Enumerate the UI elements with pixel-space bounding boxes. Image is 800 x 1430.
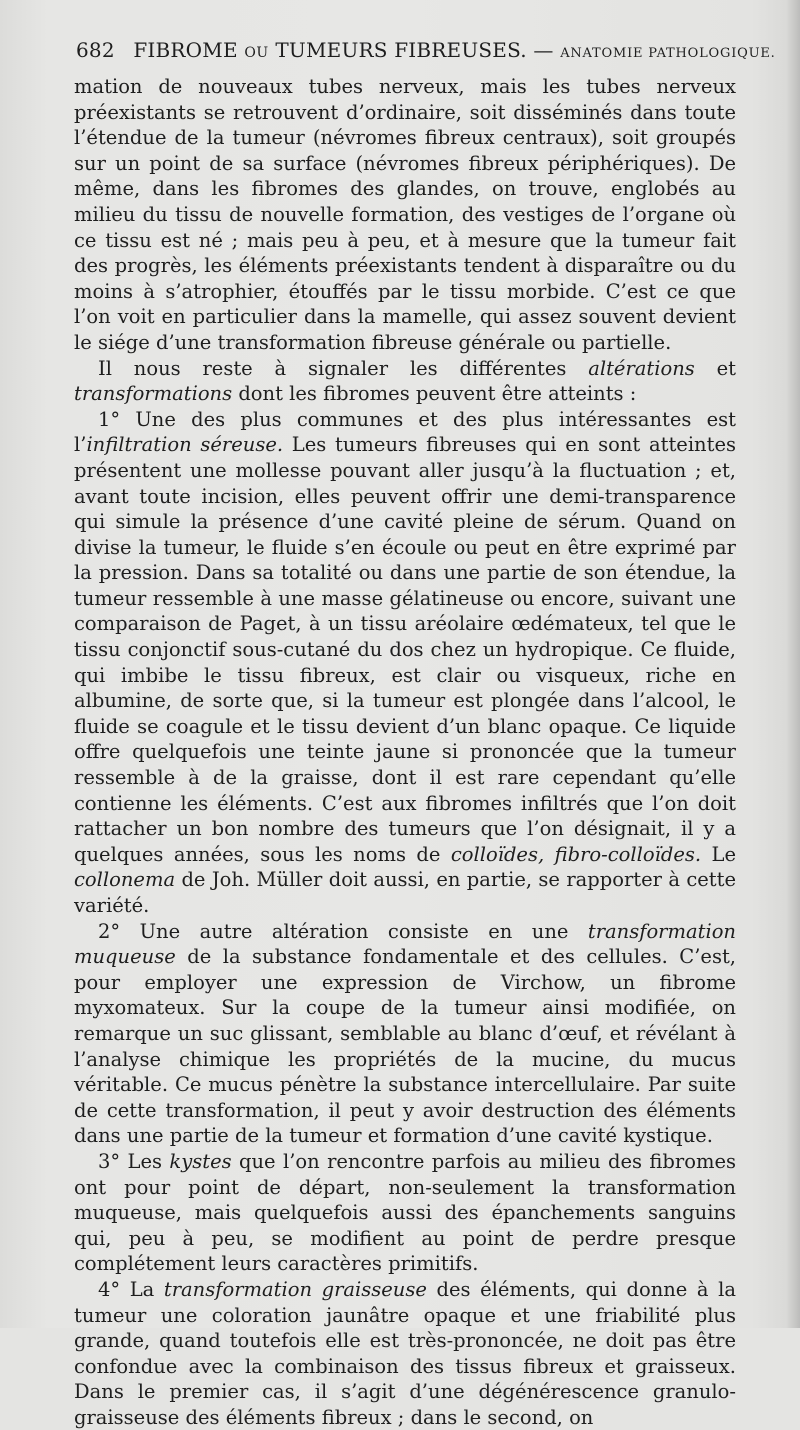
paragraph-p6 — [74, 1277, 736, 1430]
italic-term: transformation muqueuse — [74, 919, 736, 969]
text-run: 1° Une des plus communes et des plus intéressantes est l’ — [74, 407, 736, 457]
header-dash: — — [533, 38, 554, 62]
text-run: des éléments, qui donne à la tumeur une coloration jaunâtre opaque et une friabilité plus grande, quand toutefois elle est très-prononcée, ne doit pas être confondue avec la combinaison des tissus fibreux et graisseux. Dans le premier cas, il s’agit d’une dégénérescence granulo-graisseuse des éléments fibreux ; dans le second, on — [74, 1277, 736, 1429]
text-run: dont les fibromes peuvent être atteints : — [232, 382, 637, 406]
paragraph-p5 — [74, 1149, 736, 1277]
running-header — [76, 38, 776, 68]
text-run: et — [694, 356, 737, 380]
paragraph-p3 — [74, 407, 736, 919]
body-text — [74, 74, 736, 1430]
paragraph-p4 — [74, 919, 736, 1149]
text-run: Le — [701, 842, 736, 866]
text-run: mation de nouveaux tubes nerveux, mais les tubes nerveux préexistants se retrouvent d’ordinaire, soit disséminés dans toute l’étendue de la tumeur (névromes fibreux centraux), soit groupés sur un point de sa surface (névromes fibreux périphériques). De même, dans les fibromes des glandes, on trouve, englobés au milieu du tissu de nouvelle formation, des vestiges de l’organe où ce tissu est né ; mais peu à peu, et à mesure que la tumeur fait des progrès, les éléments préexistants tendent à disparaître ou du moins à s’atrophier, étouffés par le tissu morbide. C’est ce que l’on voit en particulier dans la mamelle, qui assez souvent devient le siége d’une transformation fibreuse générale ou partielle. — [74, 75, 736, 354]
text-run: 3° Les — [98, 1149, 170, 1173]
italic-term: infiltration séreuse. — [86, 433, 284, 457]
header-title-word2: TUMEURS FIBREUSES. — [275, 38, 527, 62]
header-title-word1: FIBROME — [133, 38, 238, 62]
text-run: de la substance fondamentale et des cellules. C’est, pour employer une expression de Virchow, un fibrome myxomateux. Sur la coupe de la tumeur ainsi modifiée, on remarque un suc glissant, semblable au blanc d’œuf, et révélant à l’analyse chimique les propriétés de la mucine, du mucus véritable. Ce mucus pénètre la substance intercellulaire. Par suite de cette transformation, il peut y avoir destruction des éléments dans une partie de la tumeur et formation d’une cavité kystique. — [74, 945, 736, 1148]
page-number: 682 — [76, 38, 115, 62]
text-run: que l’on rencontre parfois au milieu des fibromes ont pour point de départ, non-seulement la transformation muqueuse, mais quelquefois aussi des épanchements sanguins qui, peu à peu, se modifient au point de perdre presque complétement leurs caractères primitifs. — [74, 1149, 736, 1276]
text-run: 4° La — [98, 1277, 164, 1301]
italic-term: kystes — [169, 1149, 232, 1173]
italic-term: transformation graisseuse — [163, 1277, 427, 1301]
italic-term: colloïdes, fibro-colloïdes. — [450, 842, 702, 866]
paragraph-p2 — [74, 356, 736, 407]
paragraph-p1 — [74, 74, 736, 356]
text-run: Il nous reste à signaler les différentes — [98, 356, 589, 380]
italic-term: collonema — [74, 868, 176, 892]
text-run: 2° Une autre altération consiste en une — [98, 919, 588, 943]
italic-term: transformations — [74, 382, 233, 406]
header-title-ou: OU — [244, 45, 269, 61]
text-run: Les tumeurs fibreuses qui en sont atteintes présentent une mollesse pouvant aller jusqu’à la fluctuation ; et, avant toute incision, elles peuvent offrir une demi-transparence qui simule la présence d’une cavité pleine de sérum. Quand on divise la tumeur, le fluide s’en écoule ou peut en être exprimé par la pression. Dans sa totalité ou dans une partie de son étendue, la tumeur ressemble à une masse gélatineuse ou encore, suivant une comparaison de Paget, à un tissu aréolaire œdémateux, tel que le tissu conjonctif sous-cutané du dos chez un hydropique. Ce fluide, qui imbibe le tissu fibreux, est clair ou visqueux, riche en albumine, de sorte que, si la tumeur est plongée dans l’alcool, le fluide se coagule et le tissu devient d’un blanc opaque. Ce liquide offre quelquefois une teinte jaune si prononcée que la tumeur ressemble à de la graisse, dont il est rare cependant qu’elle contienne les éléments. C’est aux fibromes infiltrés que l’on doit rattacher un bon nombre des tumeurs que l’on désignait, il y a quelques années, sous les noms de — [74, 433, 736, 866]
italic-term: altérations — [588, 356, 695, 380]
page-gutter-shadow — [786, 0, 800, 1328]
text-run: de Joh. Müller doit aussi, en partie, se rapporter à cette variété. — [74, 868, 736, 917]
header-section: ANATOMIE PATHOLOGIQUE. — [560, 46, 776, 61]
